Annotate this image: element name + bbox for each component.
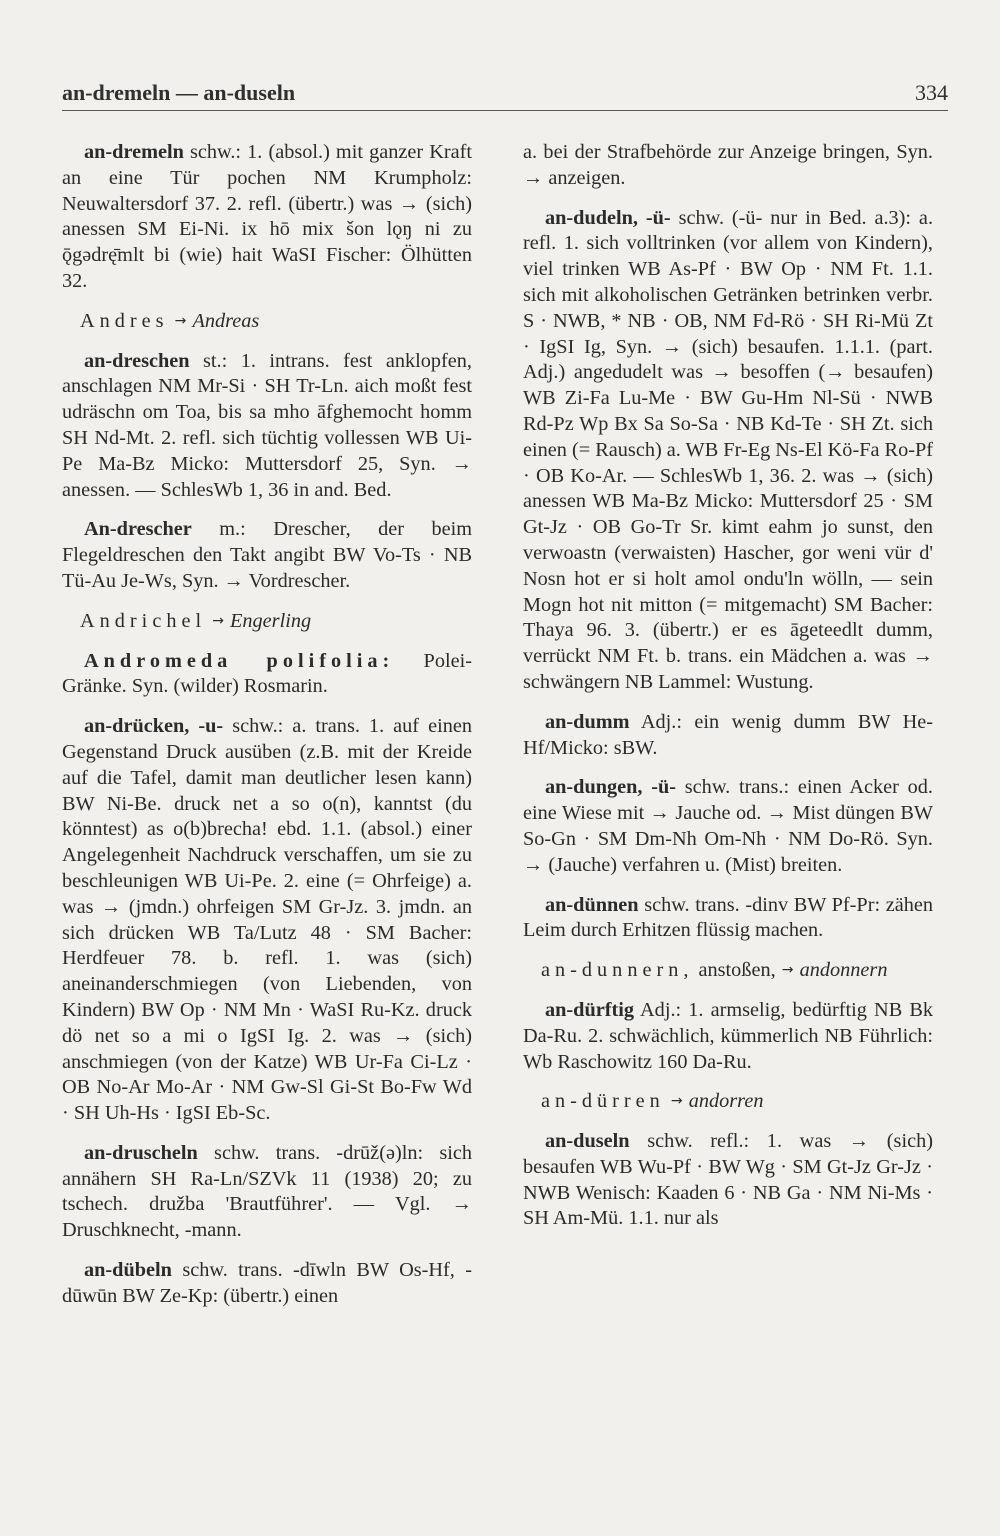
xref-andrichel bbox=[62, 609, 472, 635]
entry-an-dremeln bbox=[62, 140, 472, 295]
entry-body: m.: Drescher, der beim Flegeldreschen den Takt angibt BW Vo-Ts · NB Tü-Au Je-Ws, Syn. → Vordrescher. bbox=[62, 518, 472, 592]
entry-an-dungen bbox=[523, 775, 933, 878]
headword: an-dürftig bbox=[545, 998, 635, 1021]
entry-body: st.: 1. intrans. fest anklopfen, anschlagen NM Mr-Si · SH Tr-Ln. aich moßt fest udräschn om Toa, bis sa mho āfghemocht homm SH Nd-Mt. 2. refl. sich tüchtig vollessen WB Ui-Pe Ma-Bz Micko: Muttersdorf 25, Syn. → anessen. — SchlesWb 1, 36 in and. Bed. bbox=[62, 349, 472, 501]
arrow-icon: → bbox=[174, 312, 187, 329]
headword: Andromeda polifolia: bbox=[84, 649, 395, 672]
entry-andromeda-polifolia bbox=[62, 649, 472, 701]
xref-target: Engerling bbox=[230, 609, 312, 632]
entry-an-duennen bbox=[523, 893, 933, 945]
entry-continuation bbox=[523, 140, 933, 192]
xref-term: Andrichel bbox=[80, 609, 207, 632]
entry-an-duebeln bbox=[62, 1258, 472, 1310]
entry-body: Adj.: ein wenig dumm BW He-Hf/Micko: sBW. bbox=[523, 710, 933, 759]
page-number: 334 bbox=[915, 80, 948, 105]
entry-body: Adj.: 1. armselig, bedürftig NB Bk Da-Ru. 2. schwächlich, kümmerlich NB Führlich: Wb Raschowitz 160 Da-Ru. bbox=[523, 998, 933, 1073]
entry-an-duseln bbox=[523, 1129, 933, 1232]
xref-andres bbox=[62, 309, 472, 335]
arrow-icon: → bbox=[670, 1093, 683, 1110]
entry-body: schw. trans.: einen Acker od. eine Wiese mit → Jauche od. → Mist düngen BW So-Gn · SM Dm-Nh Om-Nh · NM Do-Rö. Syn. → (Jauche) verfahren u. (Mist) breiten. bbox=[523, 776, 933, 876]
headword: an-dremeln bbox=[84, 141, 184, 163]
xref-target: Andreas bbox=[192, 309, 260, 332]
entry-an-dudeln bbox=[523, 206, 933, 696]
entry-body: schw. (-ü- nur in Bed. a.3): a. refl. 1. sich volltrinken (vor allem von Kindern), viel trinken WB As-Pf · BW Op · NM Ft. 1.1. sich mit alkoholischen Getränken betrinken verbr. S · NWB, * NB · OB, NM Fd-Rö · SH Ri-Mü Zt · IgSI Ig, Syn. → (sich) besaufen. 1.1.1. (part. Adj.) angedudelt was → besoffen (→ besaufen) WB Zi-Fa Lu-Me · BW Gu-Hm Nl-Sü · NWB Rd-Pz Wp Bx Sa So-Sa · NB Kd-Te · SH Zt. sich einen (= Rausch) a. WB Fr-Eg Ns-El Kö-Fa Ro-Pf · OB Ko-Ar. — SchlesWb 1, 36. 2. was → (sich) anessen WB Ma-Bz Micko: Muttersdorf 25 · SM Gt-Jz · OB Go-Tr Sr. kimt eahm jo sunst, den verwoastn (verwaisten) Hascher, gor weni vür d' Nosn hot er si holt amol ondu'ln wölln, — sein Mogn hot nit mitton (= mitgemacht) SM Bacher: Thaya 96. 3. (übertr.) er es āgeteedlt dumm, verrückt NM Ft. b. trans. ein Mädchen a. was → schwängern NB Lammel: Wustung. bbox=[523, 206, 933, 693]
headword: an-duseln bbox=[545, 1130, 630, 1153]
right-column bbox=[523, 140, 933, 1510]
left-column bbox=[62, 140, 472, 1510]
entry-body: a. bei der Strafbehörde zur Anzeige bringen, Syn. → anzeigen. bbox=[523, 141, 933, 189]
entry-an-druscheln bbox=[62, 1141, 472, 1244]
xref-term: an-dunnern, bbox=[541, 959, 694, 982]
entry-an-drescher bbox=[62, 517, 472, 594]
entry-an-druecken bbox=[62, 714, 472, 1127]
xref-an-duerren bbox=[523, 1089, 933, 1115]
entry-an-dumm bbox=[523, 710, 933, 762]
entry-body: schw. trans. -dinv BW Pf-Pr: zähen Leim durch Erhitzen flüssig machen. bbox=[523, 893, 933, 942]
headword: an-dübeln bbox=[84, 1259, 172, 1282]
headword: an-dudeln, -ü- bbox=[545, 206, 671, 229]
arrow-icon: → bbox=[781, 962, 794, 979]
entry-an-duerftig bbox=[523, 998, 933, 1075]
headword: An-drescher bbox=[84, 518, 192, 541]
headword: an-dreschen bbox=[84, 349, 190, 372]
entry-body: schw.: a. trans. 1. auf einen Gegenstand Druck ausüben (z.B. mit der Kreide auf die Tafel, damit man deutlicher lesen kann) BW Ni-Be. druck net a so o(n), kanntst (du könntest) as o(b)brecha! ebd. 1.1. (absol.) einer Angelegenheit Nachdruck verschaffen, um sie zu beschleunigen WB Ui-Pe. 2. eine (= Ohrfeige) a. was → (jmdn.) ohrfeigen SM Gr-Jz. 3. jmdn. an sich drücken WB Ta/Lutz 48 · SM Bacher: Herdfeuer 78. b. refl. 1. was (sich) aneinanderschmiegen (von Liebenden, von Kindern) BW Op · NM Mn · WaSI Ru-Kz. druck dö net so a mi o IgSI Ig. 2. was → (sich) anschmiegen (von der Katze) WB Ur-Fa Ci-Lz · OB No-Ar Mo-Ar · NM Gw-Sl Gi-St Bo-Fw Wd · SH Uh-Hs · IgSI Eb-Sc. bbox=[62, 715, 472, 1125]
xref-term: an-dürren bbox=[541, 1090, 665, 1113]
headword: an-druscheln bbox=[84, 1141, 198, 1164]
entry-body: schw. trans. -drūž(ə)ln: sich annähern SH Ra-Ln/SZVk 11 (1938) 20; zu tschech. družba 'Brautführer'. — Vgl. → Druschknecht, -mann. bbox=[62, 1141, 472, 1242]
entry-body: schw. trans. -dīwln BW Os-Hf, -dūwūn BW Ze-Kp: (übertr.) einen bbox=[62, 1259, 472, 1307]
xref-gloss: anstoßen, bbox=[698, 959, 776, 982]
headword: an-dumm bbox=[545, 710, 630, 733]
xref-target: andonnern bbox=[799, 959, 888, 982]
running-head bbox=[62, 80, 948, 106]
entry-body: schw.: 1. (absol.) mit ganzer Kraft an eine Tür pochen NM Krumpholz: Neuwaltersdorf 37. 2. refl. (übertr.) was → (sich) anessen SM Ei-Ni. ix hō mix šon lǫŋ ni zu ǭgədrę̄mlt bi (wie) hait WaSI Fischer: Ölhütten 32. bbox=[62, 141, 472, 292]
entry-body: Polei-Gränke. Syn. (wilder) Rosmarin. bbox=[62, 649, 472, 698]
headword: an-dünnen bbox=[545, 893, 639, 916]
entry-body: schw. refl.: 1. was → (sich) besaufen WB Wu-Pf · BW Wg · SM Gt-Jz Gr-Jz · NWB Wenisch: Kaaden 6 · NB Ga · NM Ni-Ms · SH Am-Mü. 1.1. nur als bbox=[523, 1130, 933, 1230]
xref-an-dunnern bbox=[523, 958, 933, 984]
headword: an-drücken, -u- bbox=[84, 715, 224, 738]
headword: an-dungen, -ü- bbox=[545, 776, 677, 799]
header-rule bbox=[62, 110, 948, 111]
running-head-title: an-dremeln — an-duseln bbox=[62, 80, 296, 105]
xref-target: andorren bbox=[688, 1090, 764, 1113]
xref-term: Andres bbox=[80, 309, 169, 332]
arrow-icon: → bbox=[212, 612, 224, 629]
entry-an-dreschen bbox=[62, 349, 472, 504]
